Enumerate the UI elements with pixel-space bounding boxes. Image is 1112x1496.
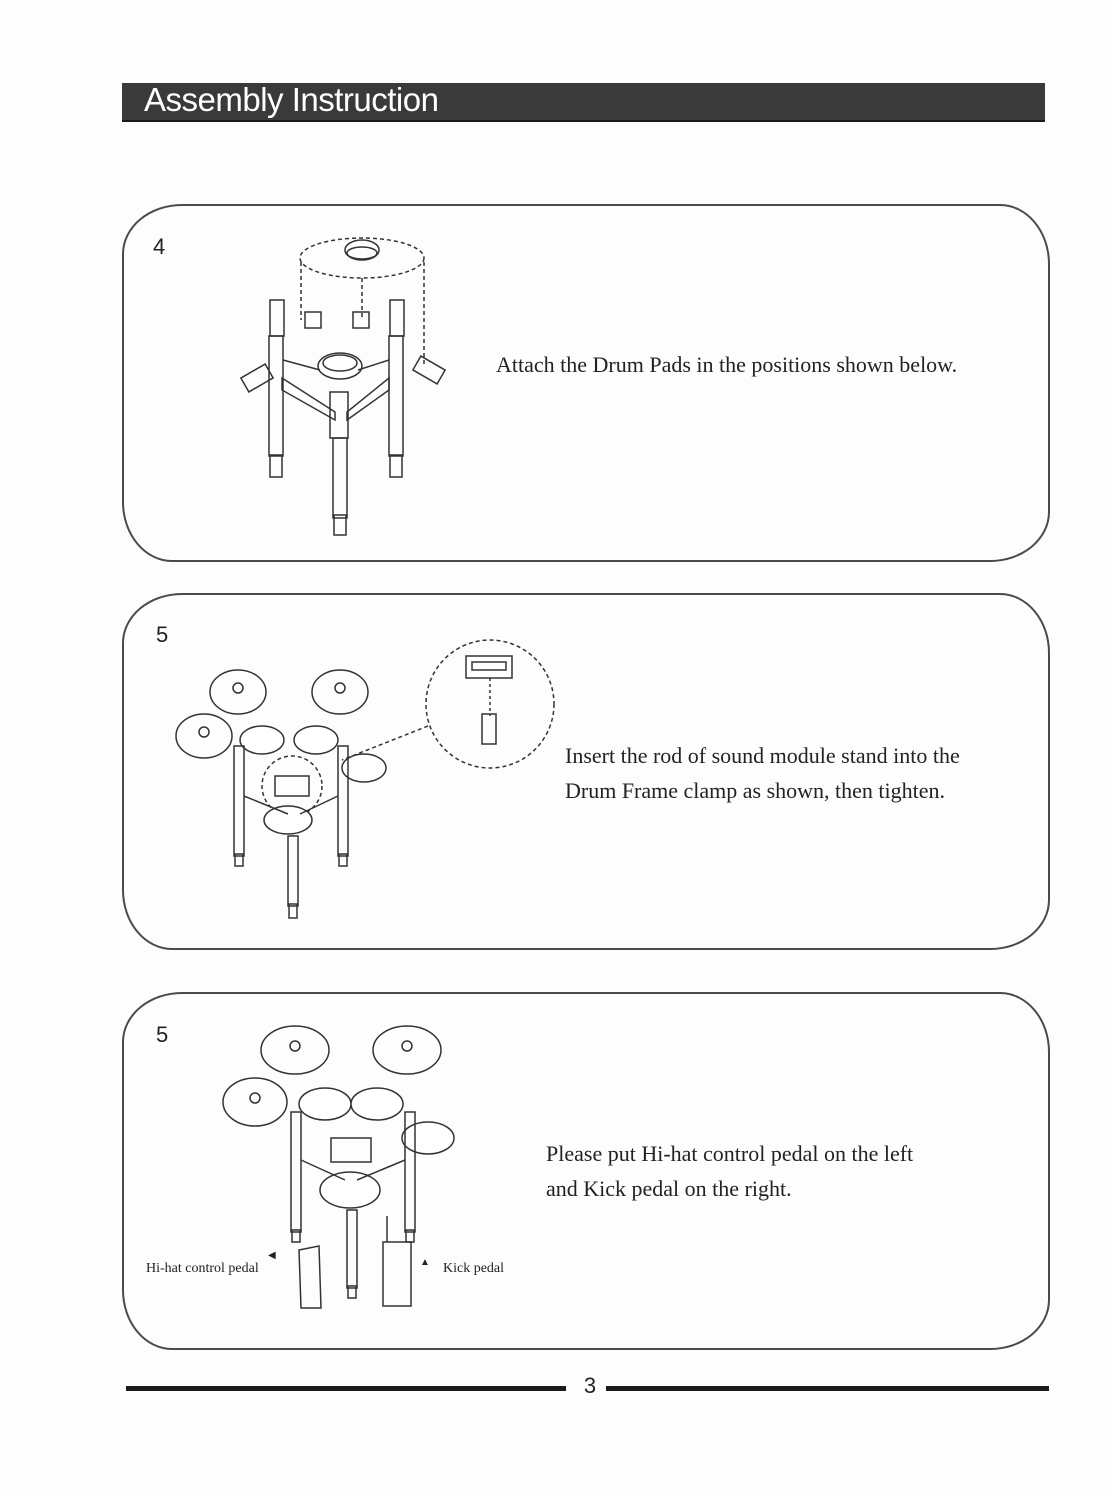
page-number: 3 (583, 1373, 597, 1398)
step-instruction-line: Please put Hi-hat control pedal on the left (546, 1141, 914, 1166)
step-instruction-line: and Kick pedal on the right. (546, 1176, 792, 1201)
section-header (122, 83, 1045, 122)
step-instruction: Attach the Drum Pads in the positions shown below. (496, 352, 958, 377)
step-instruction (565, 738, 960, 808)
step-instruction-line: Drum Frame clamp as shown, then tighten. (565, 778, 946, 803)
step-number: 5 (156, 622, 169, 647)
step-number: 5 (156, 1022, 169, 1047)
hihat-pedal-callout: Hi-hat control pedal (146, 1261, 259, 1276)
arrow-icon: ▲ (420, 1257, 430, 1268)
kick-pedal-callout: Kick pedal (443, 1261, 505, 1276)
arrow-icon: ◀ (268, 1250, 276, 1261)
step-instruction-line: Insert the rod of sound module stand into the (565, 743, 960, 768)
footer-rule-left (126, 1386, 566, 1391)
section-title: Assembly Instruction (144, 81, 439, 118)
sound-module-illustration (170, 636, 570, 926)
step-instruction (546, 1136, 913, 1206)
drum-frame-illustration (225, 220, 455, 540)
step-number: 4 (153, 234, 166, 259)
footer-rule-right (606, 1386, 1049, 1391)
